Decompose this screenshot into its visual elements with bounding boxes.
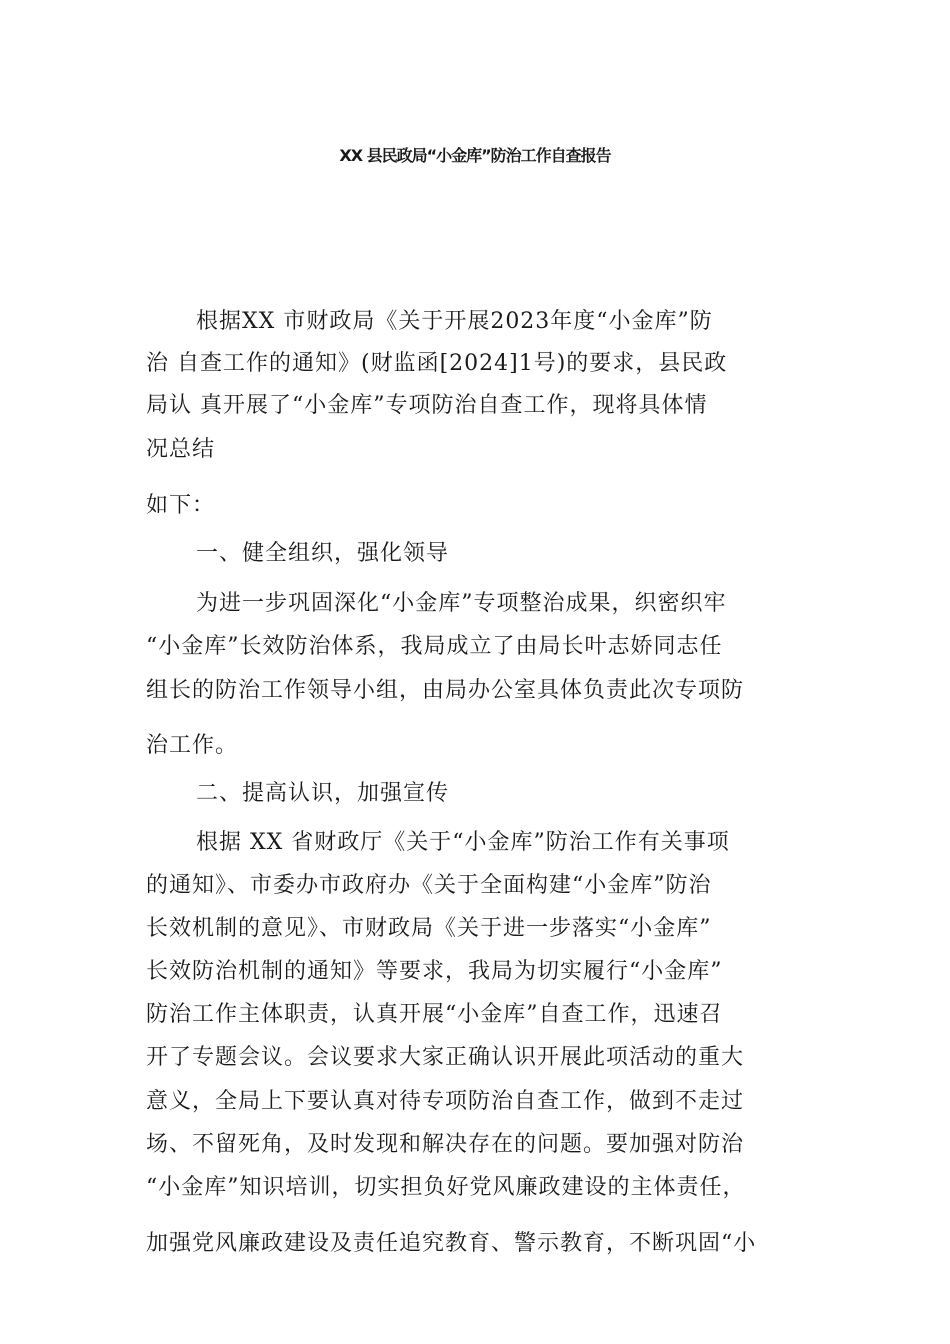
body-line: 如下： <box>146 493 216 518</box>
body-line: 为进一步巩固深化“小金库”专项整治成果，织密织牢 <box>196 591 727 616</box>
body-line: 根据 XX 省财政厅《关于“小金库”防治工作有关事项 <box>196 830 730 855</box>
body-line: 治 自查工作的通知》(财监函[2024]1号)的要求，县民政 <box>146 351 728 376</box>
body-line: 防治工作主体职责，认真开展“小金库”自查工作，迅速召 <box>146 1002 723 1027</box>
body-line: “小金库”知识培训，切实担负好党风廉政建设的主体责任， <box>146 1175 746 1200</box>
body-line: 意义，全局上下要认真对待专项防治自查工作，做到不走过 <box>146 1089 745 1114</box>
body-line: 治工作。 <box>146 733 239 758</box>
body-line: 开了专题会议。会议要求大家正确认识开展此项活动的重大 <box>146 1045 745 1070</box>
body-line: 的通知》、市委办市政府办《关于全面构建“小金库”防治 <box>146 873 712 898</box>
body-line: 加强党风廉政建设及责任追究教育、警示教育，不断巩固“小 <box>146 1231 757 1256</box>
section-heading: 一、健全组织，强化领导 <box>196 541 450 566</box>
body-line: 况总结 <box>146 437 216 462</box>
document-title: XX 县民政局“小金库”防治工作自查报告 <box>339 146 611 165</box>
section-heading: 二、提高认识，加强宣传 <box>196 781 450 806</box>
body-line: 局认 真开展了“小金库”专项防治自查工作，现将具体情 <box>146 393 708 418</box>
body-line: 场、不留死角，及时发现和解决存在的问题。要加强对防治 <box>146 1132 745 1157</box>
body-line: 长效防治机制的通知》等要求，我局为切实履行“小金库” <box>146 959 723 984</box>
body-line: 长效机制的意见》、市财政局《关于进一步落实“小金库” <box>146 916 712 941</box>
body-line: 根据XX 市财政局《关于开展2023年度“小金库”防 <box>196 309 713 334</box>
body-line: “小金库”长效防治体系，我局成立了由局长叶志娇同志任 <box>146 634 723 659</box>
body-line: 组长的防治工作领导小组，由局办公室具体负责此次专项防 <box>146 678 745 703</box>
